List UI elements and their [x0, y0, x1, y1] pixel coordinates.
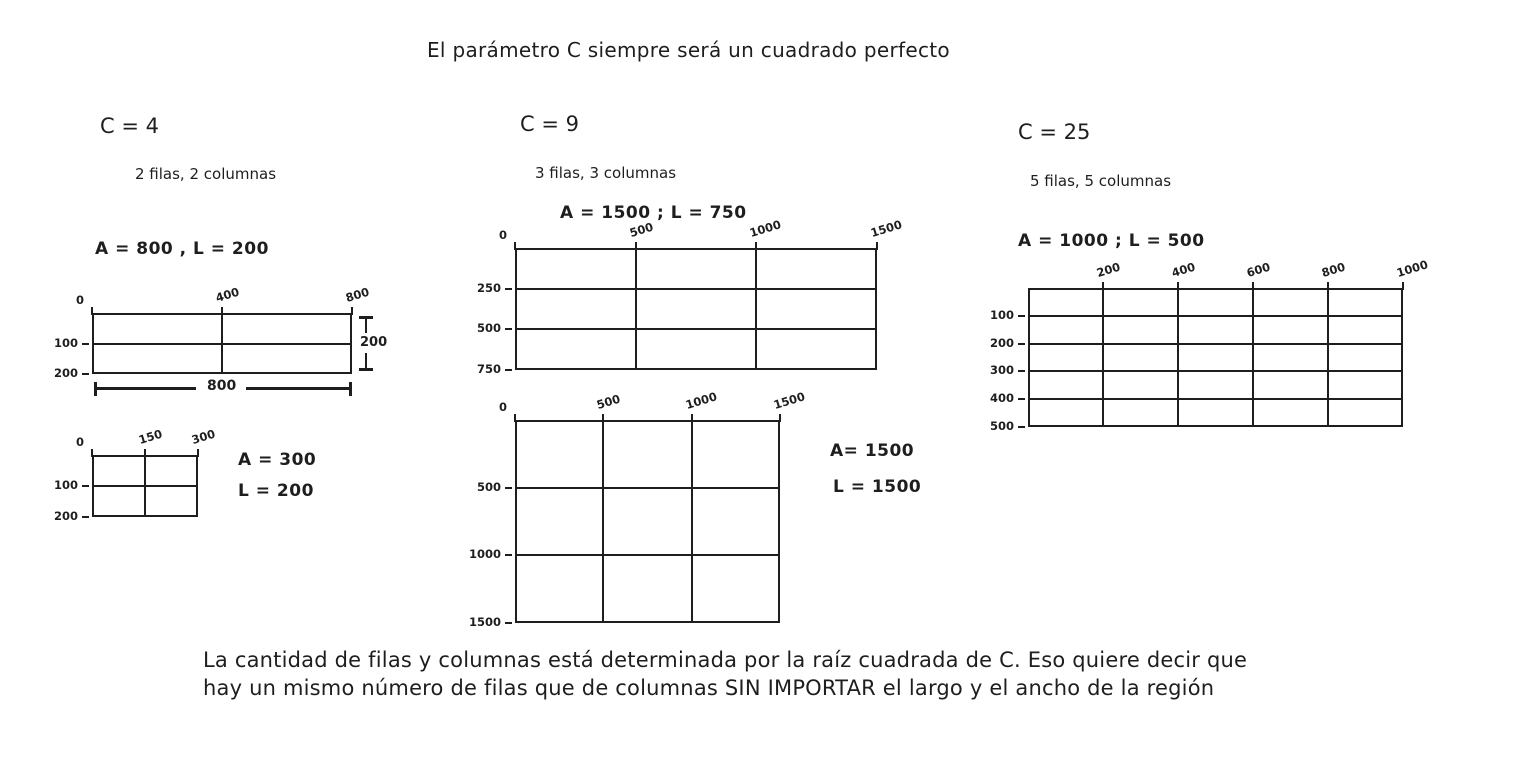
x-tick-mark — [602, 414, 604, 422]
y-tick-label: 100 — [989, 307, 1014, 322]
x-tick-mark — [876, 242, 878, 250]
y-tick-mark — [1018, 370, 1025, 372]
grid-outline — [515, 420, 780, 623]
y-tick-label: 750 — [476, 362, 501, 376]
x-tick-label: 1500 — [771, 389, 807, 412]
y-tick-mark — [82, 516, 89, 518]
x-tick-mark — [779, 414, 781, 422]
footer-note — [203, 646, 1247, 702]
x-tick-label: 150 — [136, 426, 164, 447]
grid-outline — [515, 248, 877, 370]
area-length-note: L = 1500 — [833, 477, 922, 497]
grid-row-line — [515, 328, 877, 330]
grid-outline — [1028, 288, 1403, 427]
x-tick-label: 0 — [499, 400, 508, 414]
x-tick-label: 1000 — [1394, 257, 1430, 280]
y-tick-label: 1500 — [468, 615, 501, 629]
x-tick-mark — [91, 307, 93, 315]
x-tick-label: 400 — [213, 284, 241, 305]
y-tick-mark — [1018, 315, 1025, 317]
section-c4-rows-cols: 2 filas, 2 columnas — [135, 165, 277, 183]
height-dim-line-lower — [365, 353, 367, 368]
y-tick-mark — [505, 622, 512, 624]
x-tick-mark — [514, 414, 516, 422]
x-tick-label: 800 — [343, 284, 371, 305]
grid-column-line — [691, 420, 693, 623]
area-length-note: A= 1500 — [830, 441, 915, 461]
y-tick-mark — [505, 487, 512, 489]
height-dim-line-upper — [365, 318, 367, 333]
y-tick-mark — [505, 328, 512, 330]
y-tick-label: 400 — [989, 391, 1014, 406]
x-tick-mark — [755, 242, 757, 250]
y-tick-label: 500 — [989, 419, 1014, 433]
x-tick-label: 600 — [1244, 259, 1272, 280]
x-tick-label: 0 — [499, 228, 508, 242]
x-tick-mark — [635, 242, 637, 250]
grid-row-line — [515, 288, 877, 290]
y-tick-mark — [505, 288, 512, 290]
y-tick-label: 200 — [53, 509, 78, 523]
x-tick-mark — [691, 414, 693, 422]
width-dim-line-left — [97, 387, 196, 390]
grid-column-line — [1252, 288, 1254, 427]
x-tick-mark — [1102, 282, 1104, 290]
grid-row-line — [515, 554, 780, 556]
y-tick-mark — [505, 369, 512, 371]
grid-column-line — [1327, 288, 1329, 427]
section-c9-rows-cols: 3 filas, 3 columnas — [535, 164, 677, 182]
y-tick-mark — [82, 373, 89, 375]
area-length-note: L = 200 — [238, 481, 314, 501]
grid-column-line — [1102, 288, 1104, 427]
grid-row-line — [92, 343, 352, 345]
y-tick-mark — [82, 343, 89, 345]
section-c4-label: C = 4 — [100, 114, 159, 138]
footer-note-line1: La cantidad de filas y columnas está determinada por la raíz cuadrada de C. Eso quiere decir que — [203, 648, 1248, 672]
x-tick-mark — [1177, 282, 1179, 290]
section-c4-params: A = 800 , L = 200 — [95, 239, 269, 259]
grid-row-line — [515, 487, 780, 489]
y-tick-mark — [505, 554, 512, 556]
section-c9-params: A = 1500 ; L = 750 — [560, 203, 747, 223]
x-tick-label: 500 — [595, 391, 623, 412]
y-tick-mark — [1018, 343, 1025, 345]
grid-column-line — [755, 248, 757, 370]
x-tick-mark — [221, 307, 223, 315]
y-tick-label: 100 — [53, 478, 78, 492]
grid-column-line — [635, 248, 637, 370]
x-tick-mark — [91, 449, 93, 457]
x-tick-label: 800 — [1319, 259, 1347, 280]
x-tick-mark — [1252, 282, 1254, 290]
y-tick-label: 100 — [53, 335, 78, 350]
x-tick-mark — [197, 449, 199, 457]
y-tick-mark — [1018, 426, 1025, 428]
grid-column-line — [602, 420, 604, 623]
page-title: El parámetro C siempre será un cuadrado perfecto — [427, 38, 950, 62]
x-tick-label: 1500 — [868, 217, 904, 240]
section-c9-label: C = 9 — [520, 112, 579, 136]
x-tick-label: 300 — [189, 426, 217, 447]
y-tick-label: 500 — [476, 479, 501, 494]
section-c25-rows-cols: 5 filas, 5 columnas — [1030, 172, 1172, 190]
x-tick-label: 500 — [627, 219, 655, 240]
grid-row-line — [1028, 398, 1403, 400]
x-tick-label: 200 — [1094, 259, 1122, 280]
x-tick-mark — [514, 242, 516, 250]
y-tick-mark — [82, 485, 89, 487]
x-tick-label: 0 — [76, 435, 85, 449]
grid-row-line — [1028, 370, 1403, 372]
y-tick-label: 1000 — [468, 547, 501, 562]
y-tick-label: 200 — [989, 335, 1014, 350]
footer-note-line2: hay un mismo número de filas que de columnas SIN IMPORTAR el largo y el ancho de la región — [203, 676, 1215, 700]
grid-row-line — [1028, 343, 1403, 345]
width-dim-cap-right — [349, 382, 352, 396]
grid-row-line — [1028, 315, 1403, 317]
grid-column-line — [1177, 288, 1179, 427]
x-tick-mark — [1327, 282, 1329, 290]
width-dim-line-right — [246, 387, 349, 390]
x-tick-mark — [1402, 282, 1404, 290]
height-dimension-label: 200 — [360, 334, 388, 350]
y-tick-mark — [1018, 398, 1025, 400]
y-tick-label: 200 — [53, 366, 78, 380]
section-c25-params: A = 1000 ; L = 500 — [1018, 231, 1205, 251]
y-tick-label: 250 — [476, 280, 501, 295]
x-tick-label: 1000 — [748, 217, 783, 240]
x-tick-label: 400 — [1169, 259, 1197, 280]
y-tick-label: 500 — [476, 321, 501, 336]
x-tick-mark — [351, 307, 353, 315]
grid-row-line — [92, 485, 198, 487]
section-c25-label: C = 25 — [1018, 120, 1091, 144]
area-length-note: A = 300 — [238, 450, 317, 470]
x-tick-label: 0 — [76, 293, 85, 307]
x-tick-mark — [144, 449, 146, 457]
width-dimension-label: 800 — [207, 378, 237, 394]
x-tick-label: 1000 — [683, 389, 719, 412]
y-tick-label: 300 — [989, 363, 1014, 378]
height-dim-cap-bottom — [359, 368, 373, 371]
